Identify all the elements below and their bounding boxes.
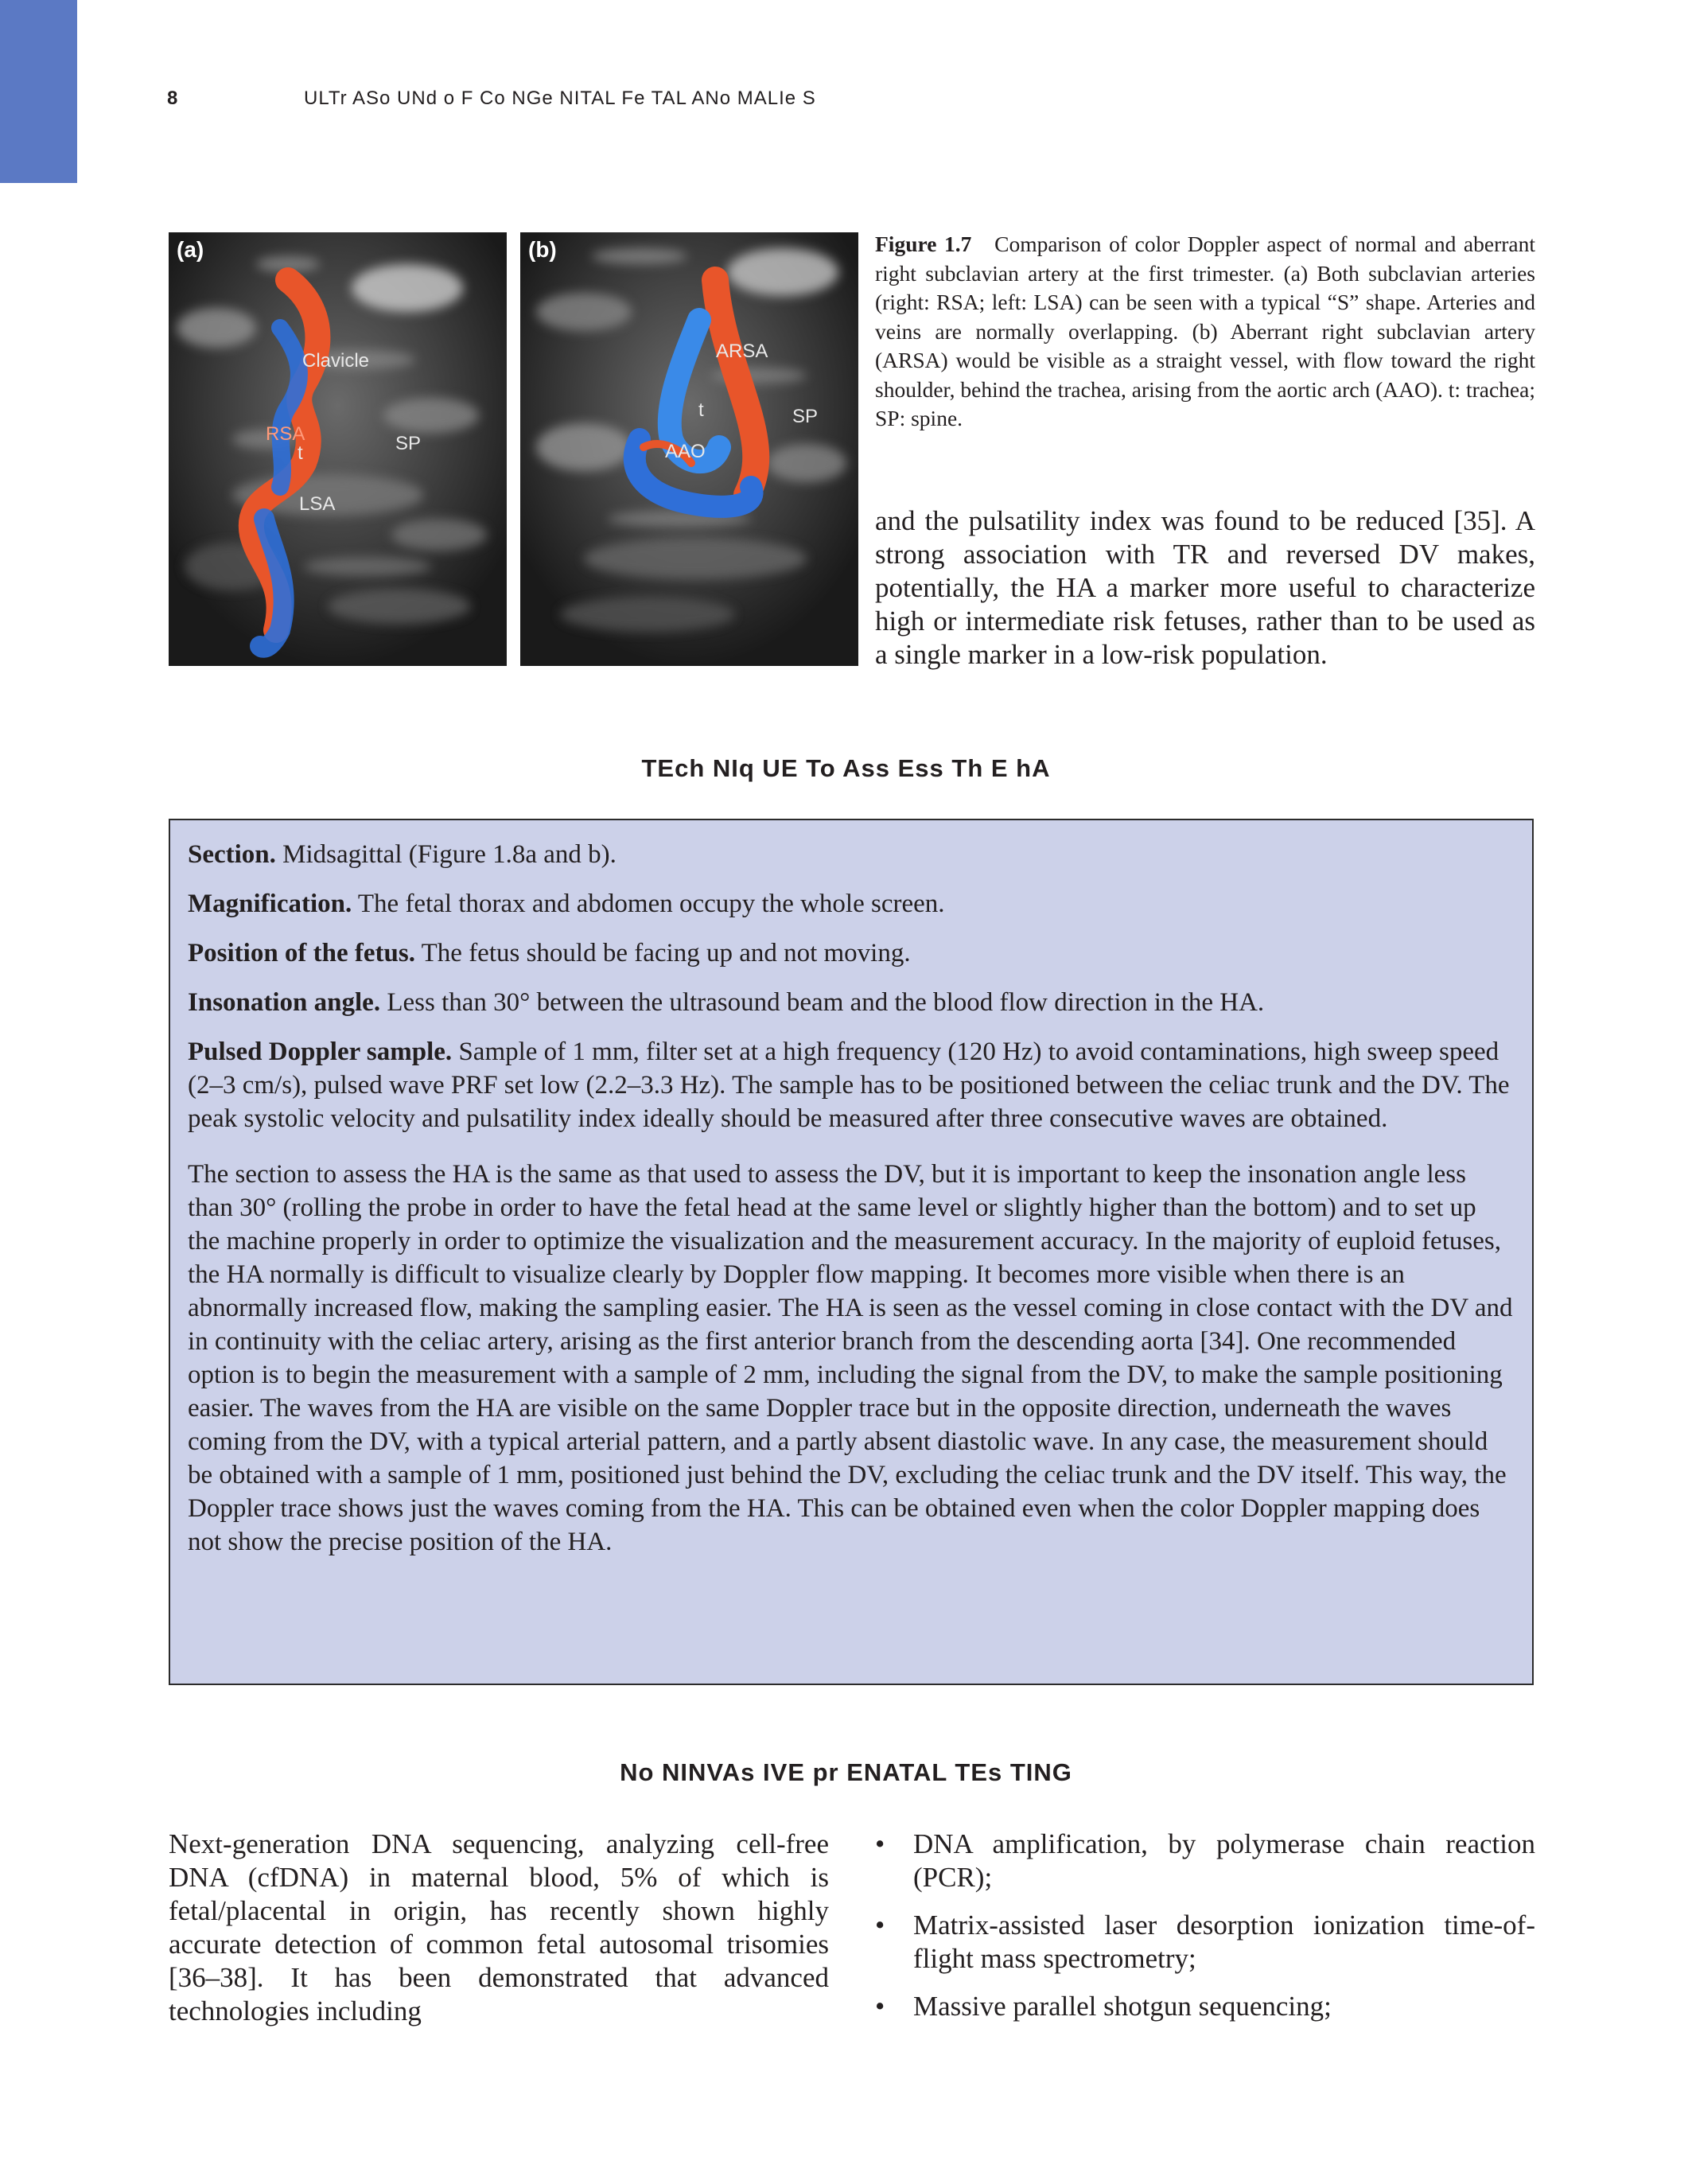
technique-item-label: Magnification. xyxy=(188,890,352,918)
label-sp-b: SP xyxy=(792,406,819,427)
list-item-text: Matrix-assisted laser desorption ionization time-of-flight mass spectrometry; xyxy=(913,1910,1535,1974)
list-item-text: Massive parallel shotgun sequencing; xyxy=(913,1991,1332,2022)
technique-item xyxy=(188,986,1515,1019)
label-rsa: RSA xyxy=(266,423,305,445)
technique-item xyxy=(188,936,1515,970)
technique-paragraph: The section to assess the HA is the same as that used to assess the DV, but it is important to keep the insonation angle less than 30° (rolling the probe in order to have the fetal head at the same level or slightly higher than the bottom) and to set up the machine properly in order to optimize the visualization and the measurement accuracy. In the majority of euploid fetuses, the HA normally is difficult to visualize clearly by Doppler flow mapping. It becomes more visible when there is an abnormally increased flow, making the sampling easier. The HA is seen as the vessel coming in close contact with the DV and in continuity with the celiac artery, arising as the first anterior branch from the descending aorta [34]. One recommended option is to begin the measurement with a sample of 2 mm, including the signal from the DV, to make the sample positioning easier. The waves from the HA are visible on the same Doppler trace but in the opposite direction, underneath the waves coming from the DV, with a typical arterial pattern, and a partly absent diastolic wave. In any case, the measurement should be obtained with a sample of 1 mm, positioned just behind the DV, excluding the celiac trunk and the DV itself. This way, the Doppler trace shows just the waves coming from the HA. This can be obtained even when the color Doppler mapping does not show the precise position of the HA. xyxy=(188,1160,1513,1556)
technique-item xyxy=(188,887,1515,921)
technique-item-text: Less than 30° between the ultrasound beam and the blood flow direction in the HA. xyxy=(387,988,1265,1017)
bullet-icon: • xyxy=(875,1991,885,2022)
technique-box xyxy=(169,819,1534,1685)
page-number: 8 xyxy=(167,88,178,109)
list-item-text: DNA amplification, by polymerase chain reaction (PCR); xyxy=(913,1828,1535,1893)
technique-item-text: Sample of 1 mm, filter set at a high frequency (120 Hz) to avoid contaminations, high sweep speed (2–3 cm/s), pulsed wave PRF set low (2.2–3.3 Hz). The sample has to be positioned between the celiac trunk and the DV. The peak systolic velocity and pulsatility index ideally should be measured after three consecutive waves are obtained. xyxy=(188,1037,1510,1133)
bullet-icon: • xyxy=(875,1828,885,1859)
chapter-tab xyxy=(0,0,77,183)
panel-a-tag: (a) xyxy=(177,237,204,262)
section-heading-nipt: No NINVAs IVE pr ENATAL TEs TING xyxy=(620,1758,1072,1786)
label-t-b: t xyxy=(698,399,704,421)
ultrasound-image-b xyxy=(520,232,858,666)
body-paragraph-right: and the pulsatility index was found to be reduced [35]. A strong association with TR and reversed DV makes, potentially, the HA a marker more useful to characterize high or intermediate risk fetuses, rather than to be used as a single marker in a low-risk population. xyxy=(875,505,1535,670)
section-heading-technique: TEch NIq UE To Ass Ess Th E hA xyxy=(641,754,1051,782)
bullet-list xyxy=(875,1828,1535,2038)
technique-item-label: Position of the fetus. xyxy=(188,939,415,967)
technique-item-label: Insonation angle. xyxy=(188,988,381,1017)
label-lsa: LSA xyxy=(299,493,336,515)
technique-item-text: The fetal thorax and abdomen occupy the whole screen. xyxy=(357,890,945,918)
technique-item-label: Pulsed Doppler sample. xyxy=(188,1037,453,1066)
figure-caption-text: Comparison of color Doppler aspect of normal and aberrant right subclavian artery at the first trimester. (a) Both subclavian arteries (right: RSA; left: LSA) can be seen with a typical “S” shape. Arteries and veins are normally overlapping. (b) Aberrant right subclavian artery (ARSA) would be visible as a straight vessel, with flow toward the right shoulder, behind the trachea, arising from the aortic arch (AAO). t: trachea; SP: spine. xyxy=(875,232,1535,430)
technique-item-text: The fetus should be facing up and not moving. xyxy=(421,939,911,967)
label-sp-a: SP xyxy=(395,433,422,454)
list-item xyxy=(875,1990,1535,2023)
technique-item-label: Section. xyxy=(188,840,276,869)
technique-item-text: Midsagittal (Figure 1.8a and b). xyxy=(282,840,617,869)
figure-caption xyxy=(875,230,1535,434)
technique-item xyxy=(188,838,1515,871)
list-item xyxy=(875,1909,1535,1976)
label-arsa: ARSA xyxy=(716,341,768,362)
ultrasound-image-a xyxy=(169,232,507,666)
figure-caption-label: Figure 1.7 xyxy=(875,232,972,256)
label-clavicle: Clavicle xyxy=(302,350,370,372)
label-t-a: t xyxy=(298,442,303,464)
technique-item xyxy=(188,1035,1515,1135)
list-item xyxy=(875,1828,1535,1894)
bullet-icon: • xyxy=(875,1910,885,1941)
running-title: ULTr ASo UNd o F Co NGe NITAL Fe TAL ANo MALIe S xyxy=(304,88,816,109)
panel-b-tag: (b) xyxy=(528,237,557,262)
label-aao: AAO xyxy=(665,441,706,462)
body-paragraph-left: Next-generation DNA sequencing, analyzing cell-free DNA (cfDNA) in maternal blood, 5% of which is fetal/placental in origin, has recently shown highly accurate detection of common fetal autosomal trisomies [36–38]. It has been demonstrated that advanced technologies including xyxy=(169,1828,829,2026)
